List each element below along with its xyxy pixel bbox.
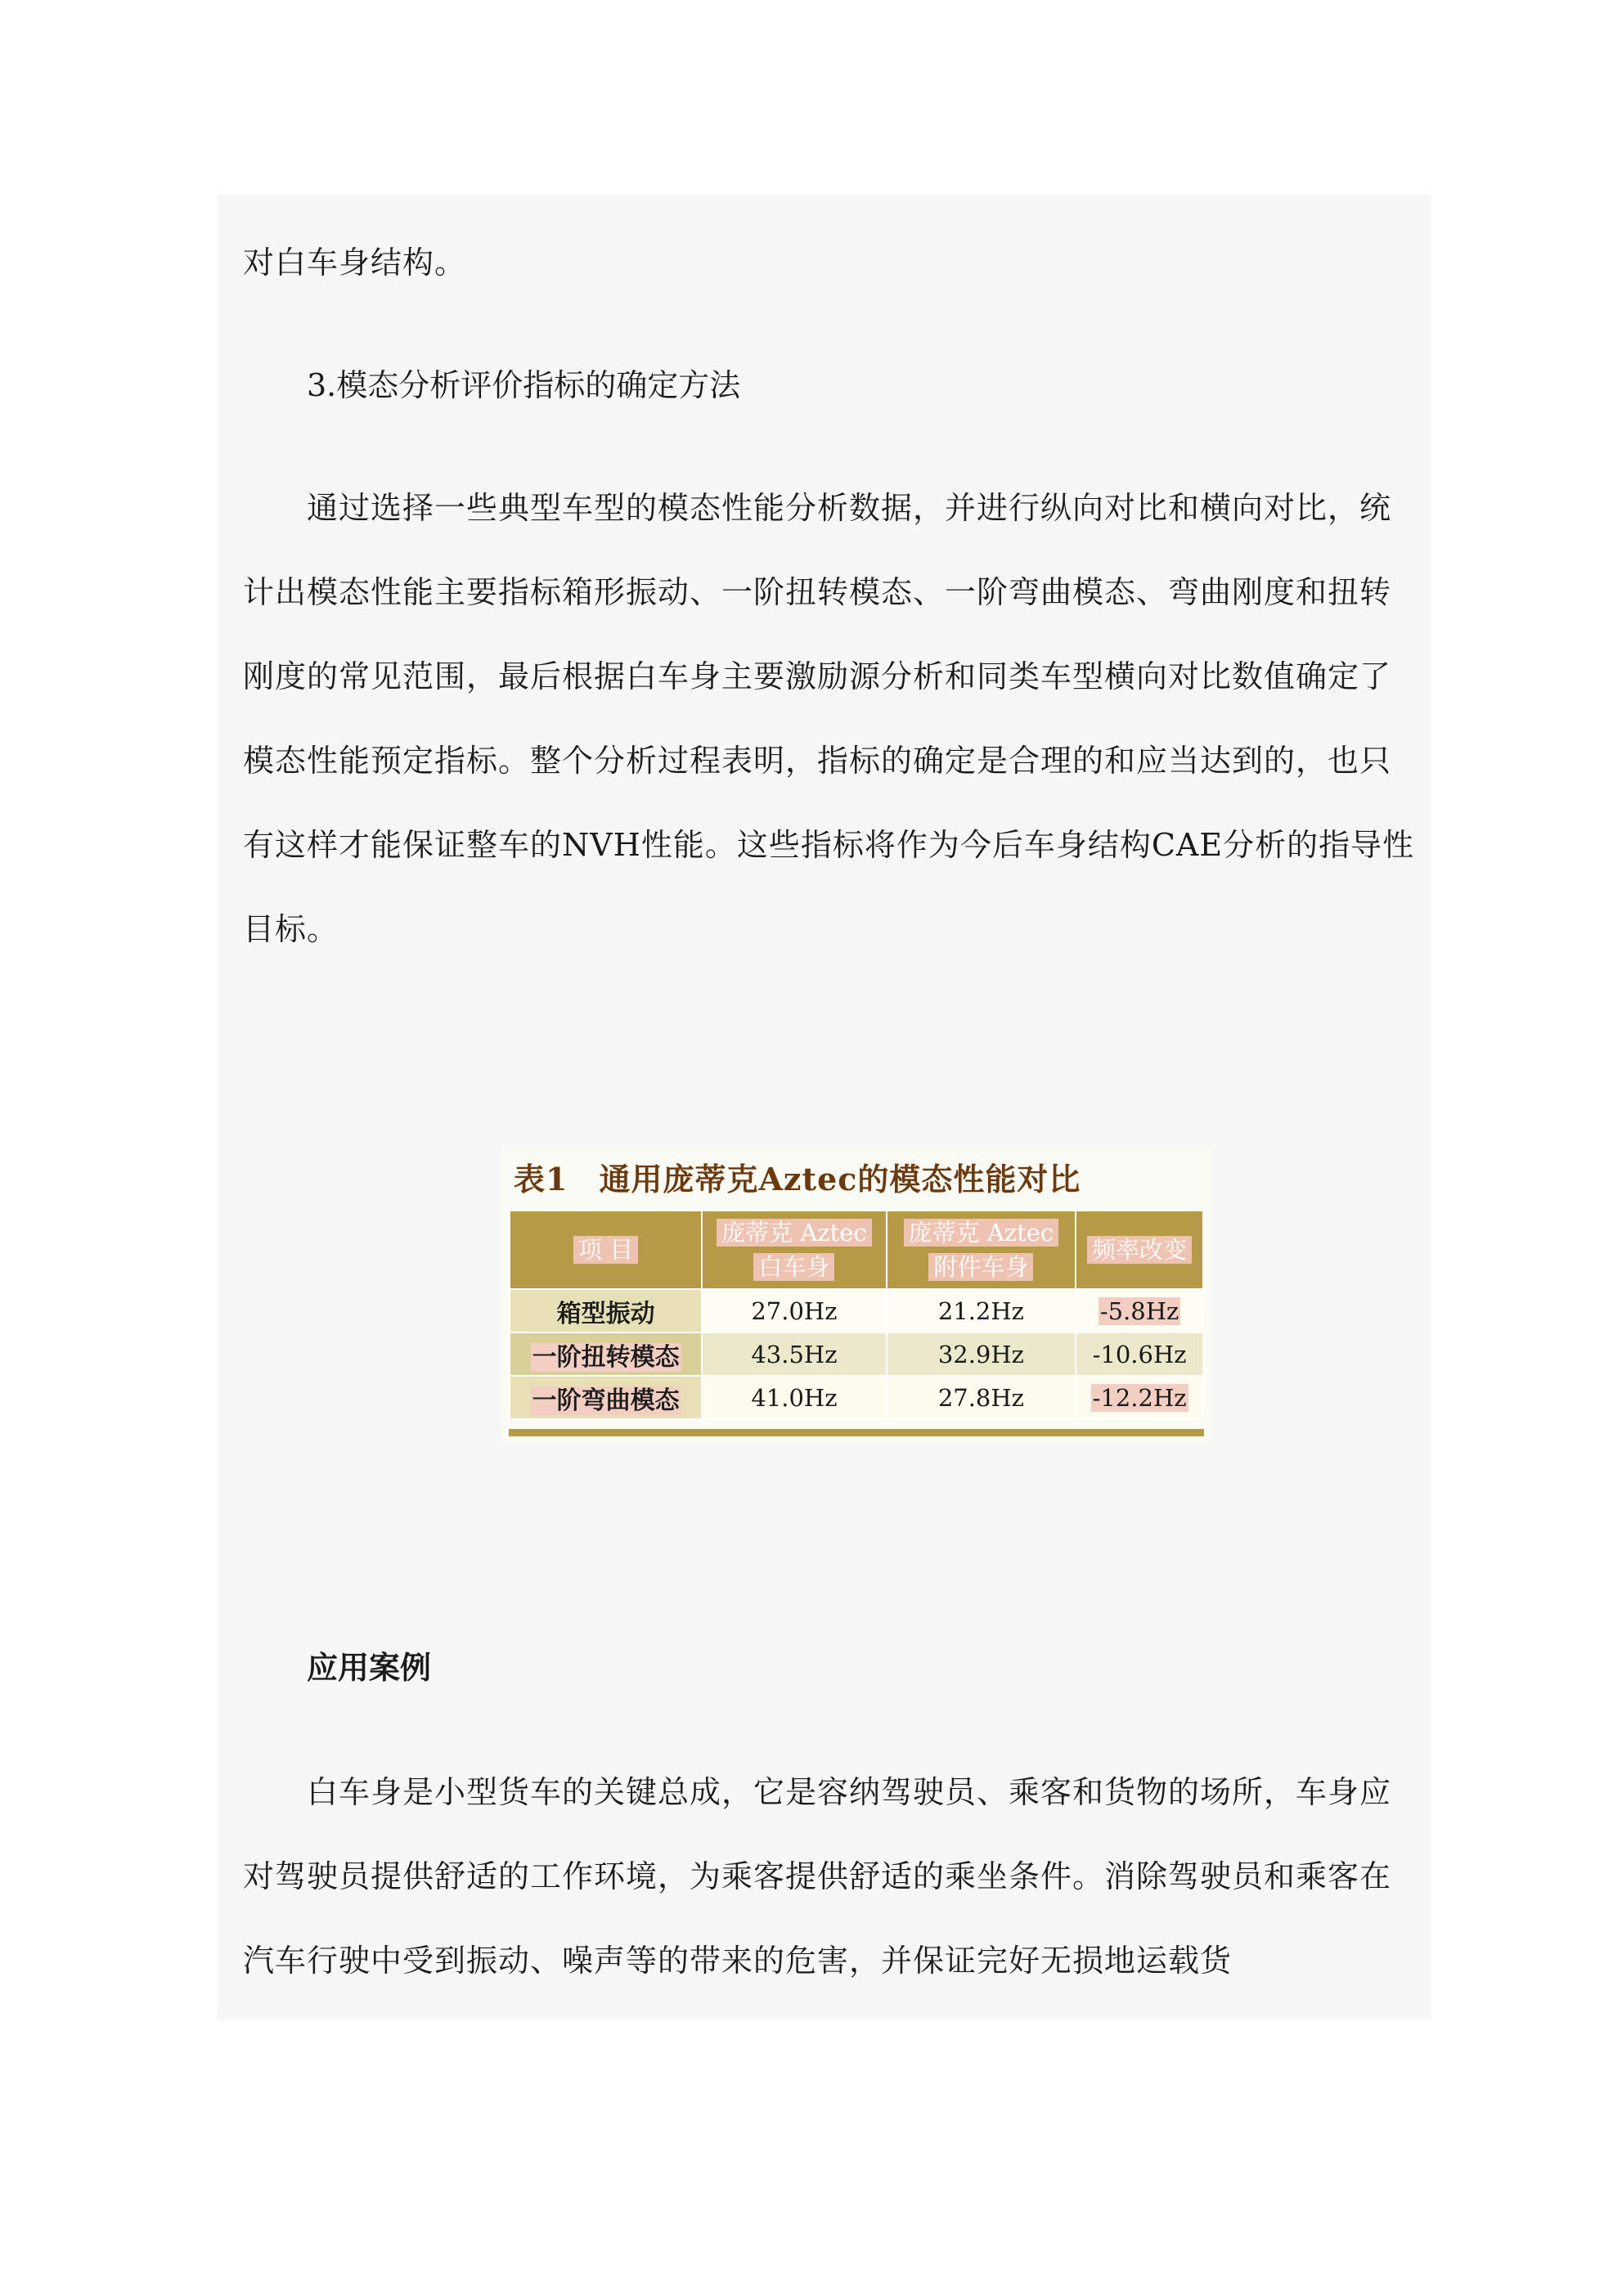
header-trimmed-body: 庞蒂克 Aztec 附件车身 — [887, 1211, 1076, 1289]
table-row — [510, 1289, 1203, 1332]
cell-trimmed: 21.2Hz — [887, 1289, 1076, 1332]
cell-biw: 43.5Hz — [702, 1332, 887, 1376]
cell-trimmed: 27.8Hz — [887, 1376, 1076, 1419]
cell-change: -10.6Hz — [1076, 1332, 1203, 1376]
table-caption-text: 通用庞蒂克Aztec的模态性能对比 — [599, 1161, 1081, 1197]
cell-biw: 27.0Hz — [702, 1289, 887, 1332]
row-label: 箱型振动 — [510, 1289, 702, 1332]
modal-comparison-table — [509, 1210, 1204, 1420]
cell-change: -12.2Hz — [1076, 1376, 1203, 1419]
paragraph-method: 通过选择一些典型车型的模态性能分析数据，并进行纵向对比和横向对比，统计出模态性能主要指标箱形振动、一阶扭转模态、一阶弯曲模态、弯曲刚度和扭转刚度的常见范围，最后根据白车身主要激励源分析和同类车型横向对比数值确定了模态性能预定指标。整个分析过程表明，指标的确定是合理的和应当达到的，也只有这样才能保证整车的NVH性能。这些指标将作为今后车身结构CAE分析的指导性目标。 — [243, 490, 1415, 947]
row-label: 一阶扭转模态 — [510, 1332, 702, 1376]
section-heading: 3.模态分析评价指标的确定方法 — [307, 367, 741, 403]
table-caption — [514, 1159, 1081, 1200]
cell-trimmed: 32.9Hz — [887, 1332, 1076, 1376]
table-bottom-rule — [509, 1429, 1204, 1436]
cell-biw: 41.0Hz — [702, 1376, 887, 1419]
paragraph-intro-tail: 对白车身结构。 — [243, 245, 467, 281]
header-item: 项 目 — [510, 1211, 702, 1289]
table-header-row — [510, 1211, 1203, 1289]
table-caption-number: 表1 — [514, 1161, 568, 1197]
paragraph-case: 白车身是小型货车的关键总成，它是容纳驾驶员、乘客和货物的场所，车身应对驾驶员提供舒适的工作环境，为乘客提供舒适的乘坐条件。消除驾驶员和乘客在汽车行驶中受到振动、噪声等的带来的危害，并保证完好无损地运载货 — [243, 1774, 1392, 1979]
table-row — [510, 1376, 1203, 1419]
header-frequency-change: 频率改变 — [1076, 1211, 1203, 1289]
row-label: 一阶弯曲模态 — [510, 1376, 702, 1419]
table-figure — [502, 1148, 1211, 1442]
case-heading: 应用案例 — [307, 1649, 432, 1686]
table-row — [510, 1332, 1203, 1376]
header-biw: 庞蒂克 Aztec 白车身 — [702, 1211, 887, 1289]
cell-change: -5.8Hz — [1076, 1289, 1203, 1332]
